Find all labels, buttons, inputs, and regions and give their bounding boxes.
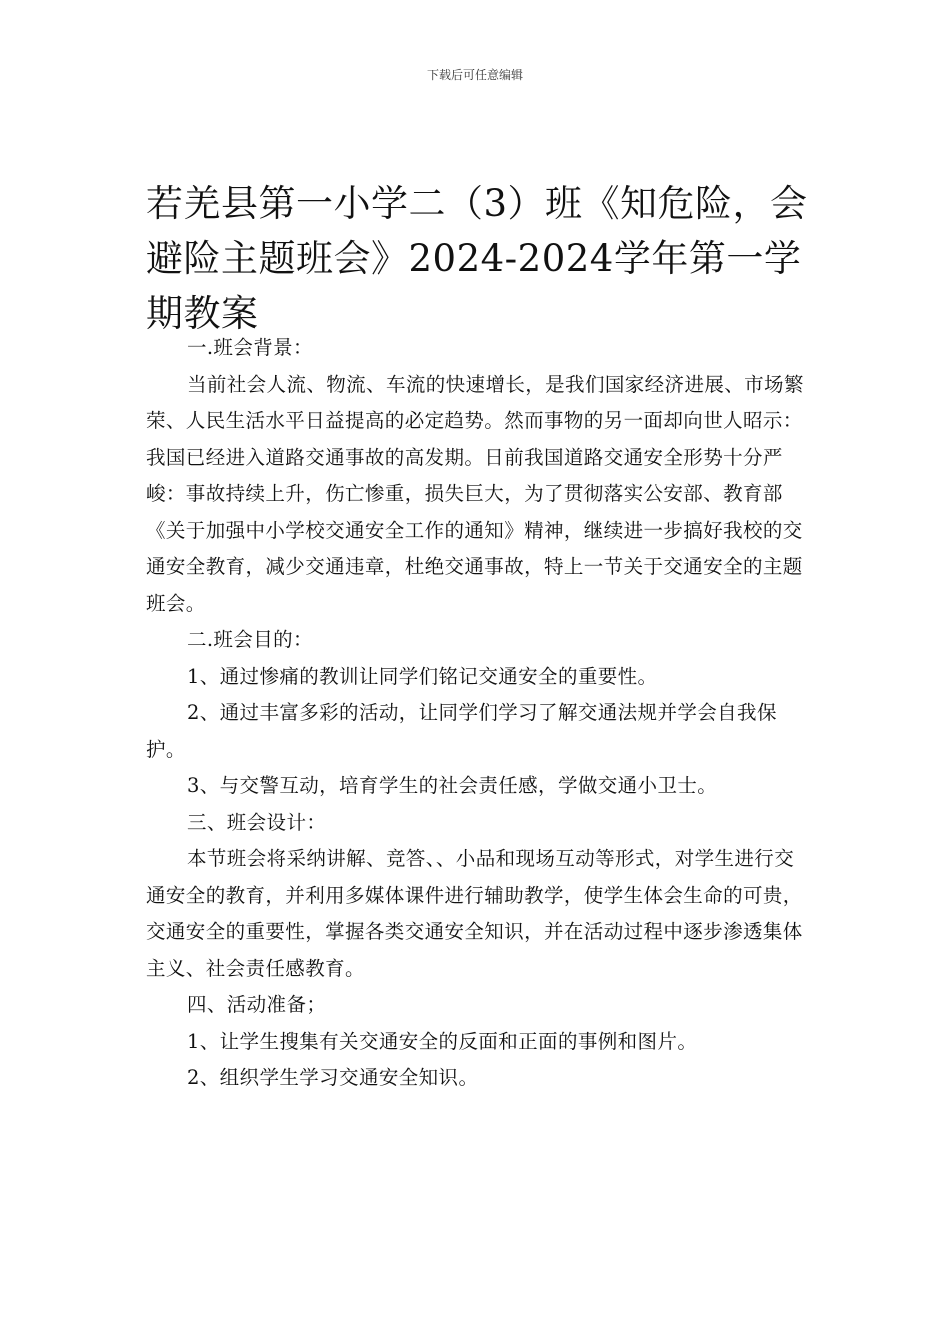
section-heading-purpose: 二.班会目的：	[186, 628, 313, 651]
preparation-item-1: 1、让学生搜集有关交通安全的反面和正面的事例和图片。	[186, 1029, 698, 1053]
preparation-item-2: 2、组织学生学习交通安全知识。	[186, 1066, 479, 1089]
paragraph-background: 当前社会人流、物流、车流的快速增长，是我们国家经济进展、市场繁荣、人民生活水平日益提高的必定趋势。然而事物的另一面却向世人昭示：我国已经进入道路交通事故的高发期。日前我国道路交通安全形势十分严峻：事故持续上升，伤亡惨重，损失巨大，为了贯彻落实公安部、教育部《关于加强中小学校交通安全工作的通知》精神，继续进一步搞好我校的交通安全教育，减少交通违章，杜绝交通事故，特上一节关于交通安全的主题班会。	[146, 372, 804, 615]
section-heading-design: 三、班会设计：	[186, 810, 327, 834]
document-body	[146, 330, 810, 1097]
document-title: 若羌县第一小学二（3）班《知危险，会避险主题班会》2024-2024学年第一学期教案	[146, 182, 808, 335]
purpose-item-2: 2、通过丰富多彩的活动，让同学们学习了解交通法规并学会自我保护。	[146, 701, 777, 761]
section-heading-preparation: 四、活动准备；	[186, 993, 327, 1016]
paragraph-design: 本节班会将采纳讲解、竞答、、小品和现场互动等形式，对学生进行交通安全的教育，并利用多媒体课件进行辅助教学，使学生体会生命的可贵，交通安全的重要性，掌握各类交通安全知识，并在活动过程中逐步渗透集体主义、社会责任感教育。	[146, 847, 803, 980]
page-header-note: 下载后可任意编辑	[426, 68, 523, 82]
purpose-item-3: 3、与交警互动，培育学生的社会责任感，学做交通小卫士。	[186, 774, 718, 797]
purpose-item-1: 1、通过惨痛的教训让同学们铭记交通安全的重要性。	[186, 664, 658, 688]
section-heading-background: 一.班会背景：	[186, 336, 313, 359]
